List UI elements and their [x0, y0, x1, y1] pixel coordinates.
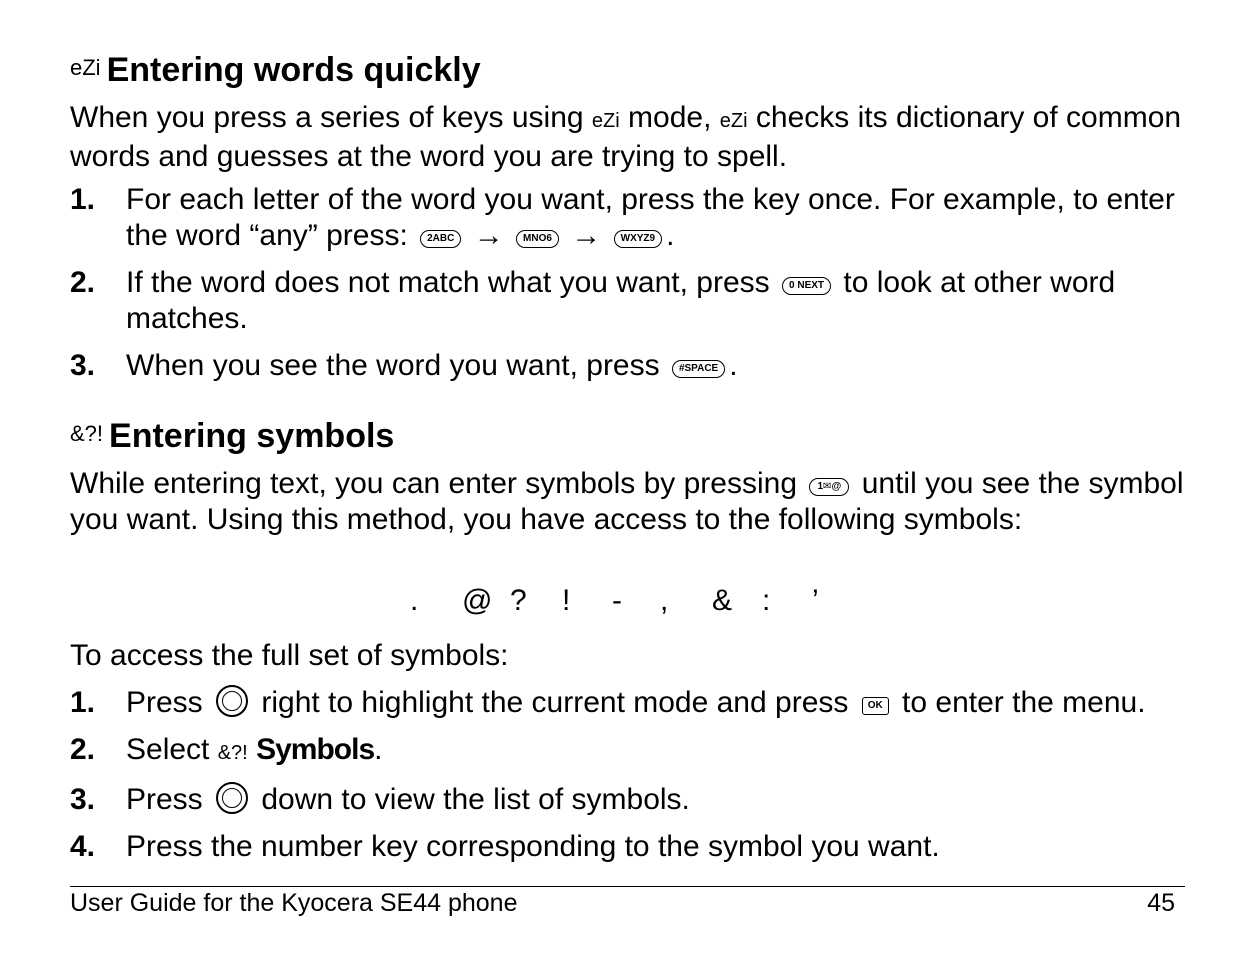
- nav-key-icon: [216, 782, 248, 814]
- intro-text: checks its dictionary of common words and guesses at the word you are trying to spell.: [70, 101, 1182, 173]
- intro-text: While entering text, you can enter symbols by pressing: [70, 467, 806, 500]
- step-text: down to view the list of symbols.: [253, 783, 690, 816]
- symbol: @: [462, 584, 493, 617]
- footer-divider: [70, 886, 1185, 887]
- intro-text: until you see the symbol you want. Using this method, you have access to the following symbols:: [70, 467, 1184, 536]
- step-text: Press the number key corresponding to the symbol you want.: [126, 830, 940, 863]
- list-item: [70, 732, 1185, 771]
- step-number: 3.: [70, 349, 96, 382]
- ezi-mode-icon: eZi: [591, 110, 620, 132]
- step-text: right to highlight the current mode and press: [253, 686, 857, 719]
- symbol: :: [762, 584, 771, 617]
- step-text: .: [374, 733, 383, 766]
- symbol: ,: [660, 584, 669, 617]
- symbols-mode-icon: &?!: [70, 421, 104, 446]
- intro-text: mode,: [619, 101, 720, 134]
- heading-entering-symbols: [70, 414, 394, 456]
- symbols-steps-list: [70, 685, 1185, 865]
- step-text: When you see the word you want, press: [126, 349, 668, 382]
- access-paragraph: To access the full set of symbols:: [70, 639, 509, 672]
- list-item: [70, 182, 1185, 254]
- step-text: to enter the menu.: [893, 686, 1146, 719]
- symbol: ?: [510, 584, 527, 617]
- step-text: .: [729, 349, 738, 382]
- symbol: &: [712, 584, 733, 617]
- step-number: 2.: [70, 733, 96, 766]
- ezi-intro-paragraph: [70, 100, 1185, 175]
- list-item: [70, 348, 1185, 384]
- ok-key-icon: OK: [862, 697, 889, 715]
- step-text: to look at other word matches.: [126, 266, 1116, 335]
- symbols-mode-icon: &?!: [217, 742, 248, 764]
- ezi-mode-icon: eZi: [719, 110, 748, 132]
- symbol: ’: [812, 584, 819, 617]
- step-text: For each letter of the word you want, press the key once. For example, to enter the word “any” press:: [126, 183, 1175, 252]
- manual-page: [70, 0, 1185, 954]
- step-number: 2.: [70, 266, 96, 299]
- symbol: -: [612, 584, 622, 617]
- heading-text: Entering words quickly: [106, 51, 481, 89]
- list-item: [70, 685, 1185, 721]
- step-text: Select: [126, 733, 218, 766]
- key-1-icon: 1✉@: [809, 478, 849, 496]
- nav-key-icon: [216, 685, 248, 717]
- symbols-menu-label: Symbols: [256, 733, 375, 766]
- space-key-icon: #SPACE: [672, 360, 725, 378]
- list-item: [70, 782, 1185, 818]
- page-number: 45: [1147, 889, 1175, 917]
- step-text: Press: [126, 686, 212, 719]
- arrow-icon: →: [473, 219, 504, 252]
- intro-text: When you press a series of keys using: [70, 101, 592, 134]
- ezi-steps-list: [70, 182, 1185, 384]
- heading-text: Entering symbols: [109, 417, 395, 455]
- step-text: Press: [126, 783, 212, 816]
- step-number: 4.: [70, 830, 96, 863]
- key-6-icon: MNO6: [516, 230, 559, 248]
- symbol: !: [562, 584, 571, 617]
- list-item: [70, 829, 1185, 865]
- step-text: .: [666, 219, 675, 252]
- key-9-icon: WXYZ9: [614, 230, 662, 248]
- heading-entering-words: [70, 48, 481, 90]
- step-number: 1.: [70, 183, 96, 216]
- symbols-intro-paragraph: [70, 466, 1185, 538]
- list-item: [70, 265, 1185, 337]
- ezi-mode-icon: eZi: [70, 55, 101, 80]
- step-number: 3.: [70, 783, 96, 816]
- step-number: 1.: [70, 686, 96, 719]
- next-key-icon: 0 NEXT: [782, 277, 831, 295]
- arrow-icon: →: [571, 219, 602, 252]
- symbol: .: [410, 584, 419, 617]
- step-text: If the word does not match what you want, press: [126, 266, 779, 299]
- page-footer: [70, 888, 1185, 918]
- key-2-icon: 2ABC: [420, 230, 461, 248]
- footer-guide-title: User Guide for the Kyocera SE44 phone: [70, 889, 518, 917]
